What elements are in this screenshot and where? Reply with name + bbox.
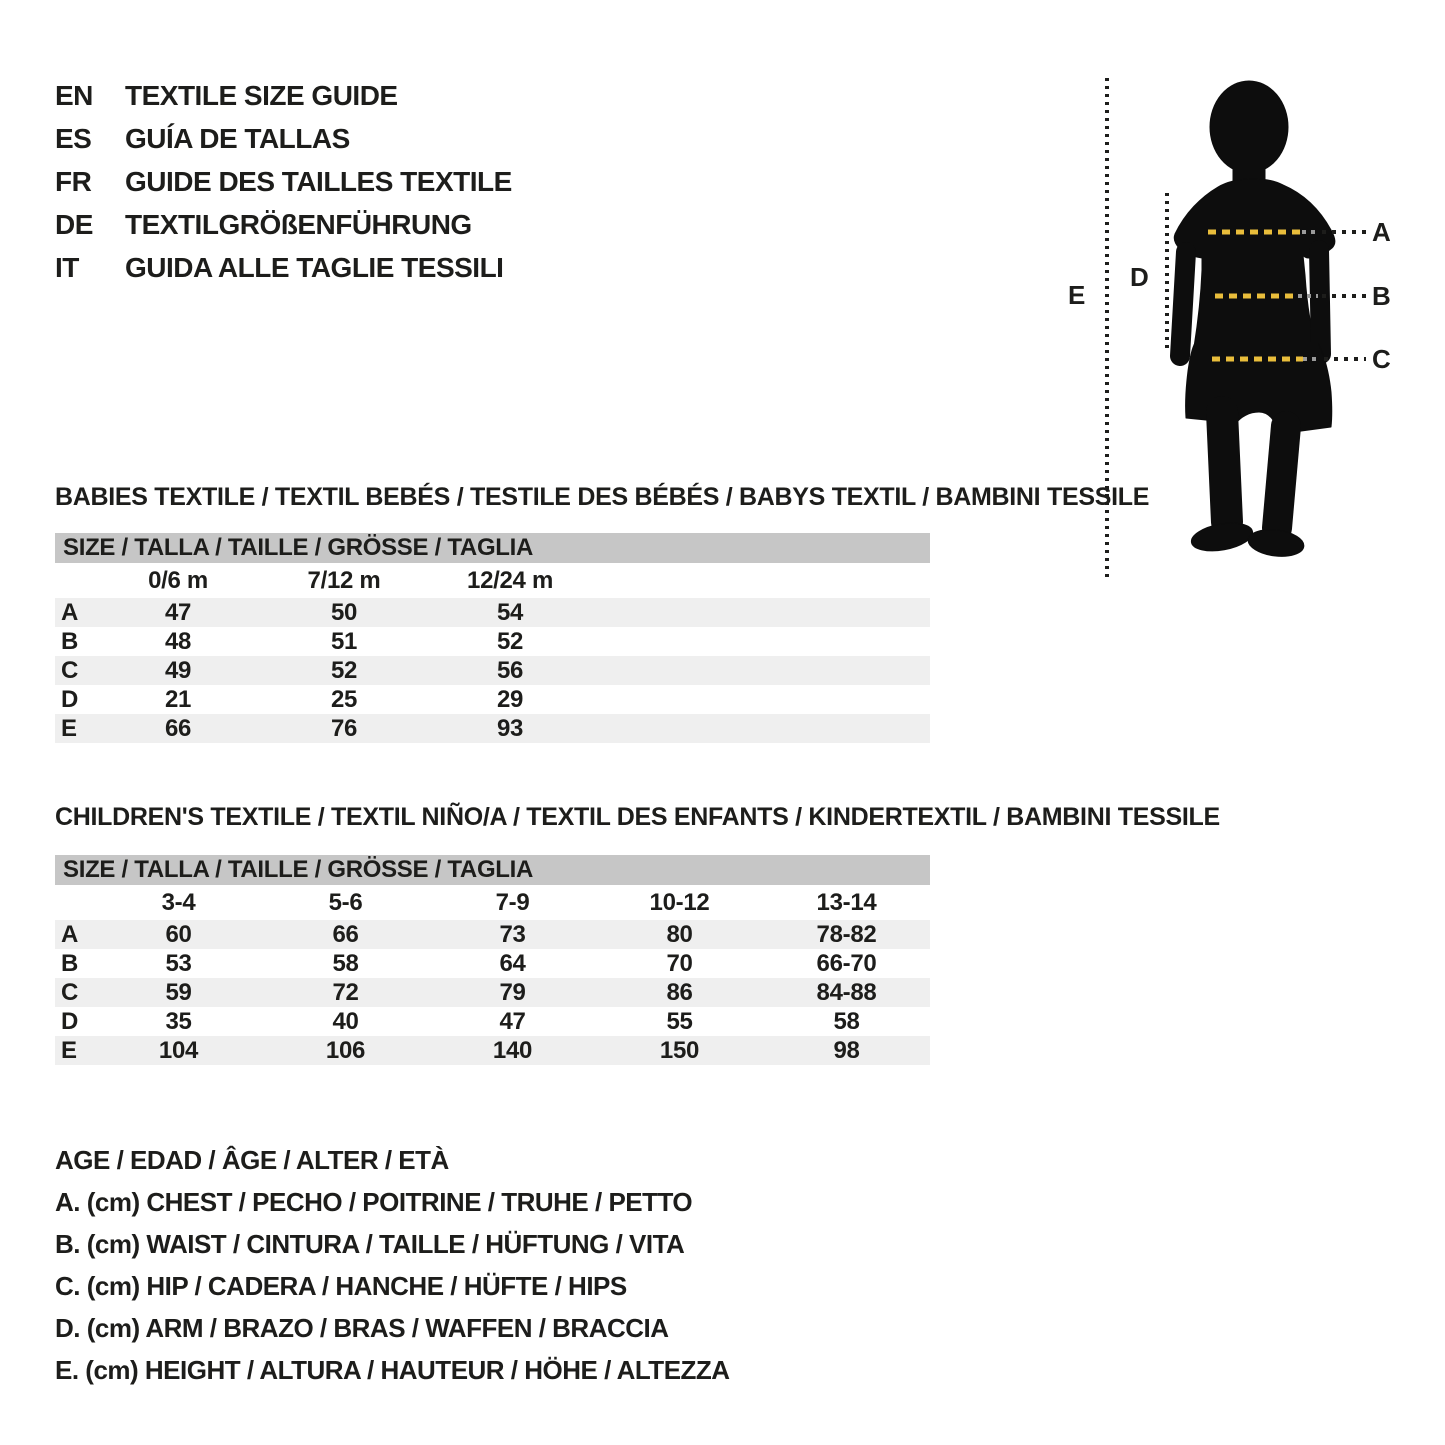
value-cell: 80	[666, 920, 693, 948]
value-cell: 98	[833, 1036, 860, 1064]
value-cell: 66	[332, 920, 359, 948]
row-label: A	[61, 598, 79, 626]
column-header: 7-9	[495, 888, 530, 916]
language-title: GUIDA ALLE TAGLIE TESSILI	[125, 251, 504, 283]
language-code: EN	[55, 79, 93, 111]
column-header: 10-12	[649, 888, 710, 916]
children-size-header-bar: SIZE / TALLA / TAILLE / GRÖSSE / TAGLIA	[55, 855, 930, 885]
language-code: DE	[55, 208, 93, 240]
value-cell: 51	[330, 627, 358, 655]
value-cell: 48	[164, 627, 192, 655]
legend-line-chest: A. (cm) CHEST / PECHO / POITRINE / TRUHE / PETTO	[55, 1186, 693, 1217]
value-cell: 58	[833, 1007, 860, 1035]
table-row-e	[55, 1036, 930, 1065]
value-cell: 66	[164, 714, 192, 742]
column-header: 5-6	[328, 888, 363, 916]
value-cell: 58	[332, 949, 359, 977]
value-cell: 93	[496, 714, 524, 742]
value-cell: 72	[332, 978, 359, 1006]
language-title: TEXTILE SIZE GUIDE	[125, 79, 398, 111]
column-header: 7/12 m	[307, 566, 381, 594]
language-title: GUIDE DES TAILLES TEXTILE	[125, 165, 512, 197]
value-cell: 50	[330, 598, 358, 626]
legend-line-waist: B. (cm) WAIST / CINTURA / TAILLE / HÜFTUNG / VITA	[55, 1228, 685, 1259]
language-code: FR	[55, 165, 92, 197]
value-cell: 150	[659, 1036, 700, 1064]
language-row-it	[55, 246, 512, 289]
measure-label-e: E	[1068, 280, 1085, 310]
column-header: 12/24 m	[467, 566, 553, 594]
value-cell: 104	[158, 1036, 199, 1064]
legend-line-hip: C. (cm) HIP / CADERA / HANCHE / HÜFTE / HIPS	[55, 1270, 627, 1301]
value-cell: 21	[164, 685, 192, 713]
row-label: C	[61, 978, 79, 1006]
value-cell: 47	[499, 1007, 526, 1035]
measure-label-a: A	[1372, 217, 1391, 247]
measure-label-b: B	[1372, 281, 1391, 311]
language-row-en	[55, 74, 512, 117]
children-column-header-row	[55, 885, 930, 920]
value-cell: 52	[496, 627, 524, 655]
value-cell: 35	[165, 1007, 192, 1035]
value-cell: 73	[499, 920, 526, 948]
row-label: D	[61, 1007, 79, 1035]
measure-label-d: D	[1130, 262, 1149, 292]
value-cell: 76	[330, 714, 358, 742]
language-row-de	[55, 203, 512, 246]
legend-line-arm: D. (cm) ARM / BRAZO / BRAS / WAFFEN / BRACCIA	[55, 1312, 669, 1343]
value-cell: 60	[165, 920, 192, 948]
size-figure-graphic	[1050, 60, 1445, 600]
value-cell: 66-70	[816, 949, 877, 977]
row-label: C	[61, 656, 79, 684]
value-cell: 29	[496, 685, 524, 713]
language-list	[55, 74, 512, 289]
value-cell: 70	[666, 949, 693, 977]
column-header: 0/6 m	[148, 566, 208, 594]
row-label: B	[61, 627, 79, 655]
column-header: 13-14	[816, 888, 877, 916]
children-section-title: CHILDREN'S TEXTILE / TEXTIL NIÑO/A / TEXTIL DES ENFANTS / KINDERTEXTIL / BAMBINI TESSILE	[55, 803, 1220, 831]
language-code: ES	[55, 122, 92, 154]
measurement-legend	[55, 1139, 730, 1391]
table-row-d	[55, 685, 930, 714]
row-label: A	[61, 920, 79, 948]
value-cell: 47	[164, 598, 192, 626]
row-label: E	[61, 1036, 77, 1064]
value-cell: 79	[499, 978, 526, 1006]
value-cell: 84-88	[816, 978, 877, 1006]
babies-size-table	[55, 533, 930, 743]
value-cell: 55	[666, 1007, 693, 1035]
value-cell: 64	[499, 949, 526, 977]
language-row-fr	[55, 160, 512, 203]
legend-line-age: AGE / EDAD / ÂGE / ALTER / ETÀ	[55, 1144, 449, 1175]
babies-size-header-bar: SIZE / TALLA / TAILLE / GRÖSSE / TAGLIA	[55, 533, 930, 563]
language-title: TEXTILGRÖßENFÜHRUNG	[125, 208, 472, 240]
value-cell: 40	[332, 1007, 359, 1035]
column-header: 3-4	[161, 888, 196, 916]
table-row-b	[55, 949, 930, 978]
child-silhouette-icon	[1174, 81, 1335, 559]
row-label: E	[61, 714, 77, 742]
value-cell: 53	[165, 949, 192, 977]
babies-section-title: BABIES TEXTILE / TEXTIL BEBÉS / TESTILE DES BÉBÉS / BABYS TEXTIL / BAMBINI TESSILE	[55, 483, 1150, 511]
value-cell: 86	[666, 978, 693, 1006]
row-label: D	[61, 685, 79, 713]
measure-label-c: C	[1372, 344, 1391, 374]
table-row-d	[55, 1007, 930, 1036]
language-row-es	[55, 117, 512, 160]
babies-column-header-row	[55, 563, 930, 598]
table-row-b	[55, 627, 930, 656]
value-cell: 106	[325, 1036, 366, 1064]
row-label: B	[61, 949, 79, 977]
value-cell: 56	[496, 656, 524, 684]
value-cell: 140	[492, 1036, 533, 1064]
children-size-table	[55, 855, 930, 1065]
value-cell: 49	[164, 656, 192, 684]
table-row-e	[55, 714, 930, 743]
value-cell: 78-82	[816, 920, 877, 948]
value-cell: 52	[330, 656, 358, 684]
value-cell: 59	[165, 978, 192, 1006]
table-row-c	[55, 656, 930, 685]
table-row-a	[55, 598, 930, 627]
size-figure	[1050, 60, 1445, 600]
language-code: IT	[55, 251, 79, 283]
language-title: GUÍA DE TALLAS	[125, 122, 350, 154]
legend-line-height: E. (cm) HEIGHT / ALTURA / HAUTEUR / HÖHE / ALTEZZA	[55, 1354, 730, 1385]
value-cell: 25	[330, 685, 358, 713]
table-row-a	[55, 920, 930, 949]
table-row-c	[55, 978, 930, 1007]
value-cell: 54	[496, 598, 524, 626]
